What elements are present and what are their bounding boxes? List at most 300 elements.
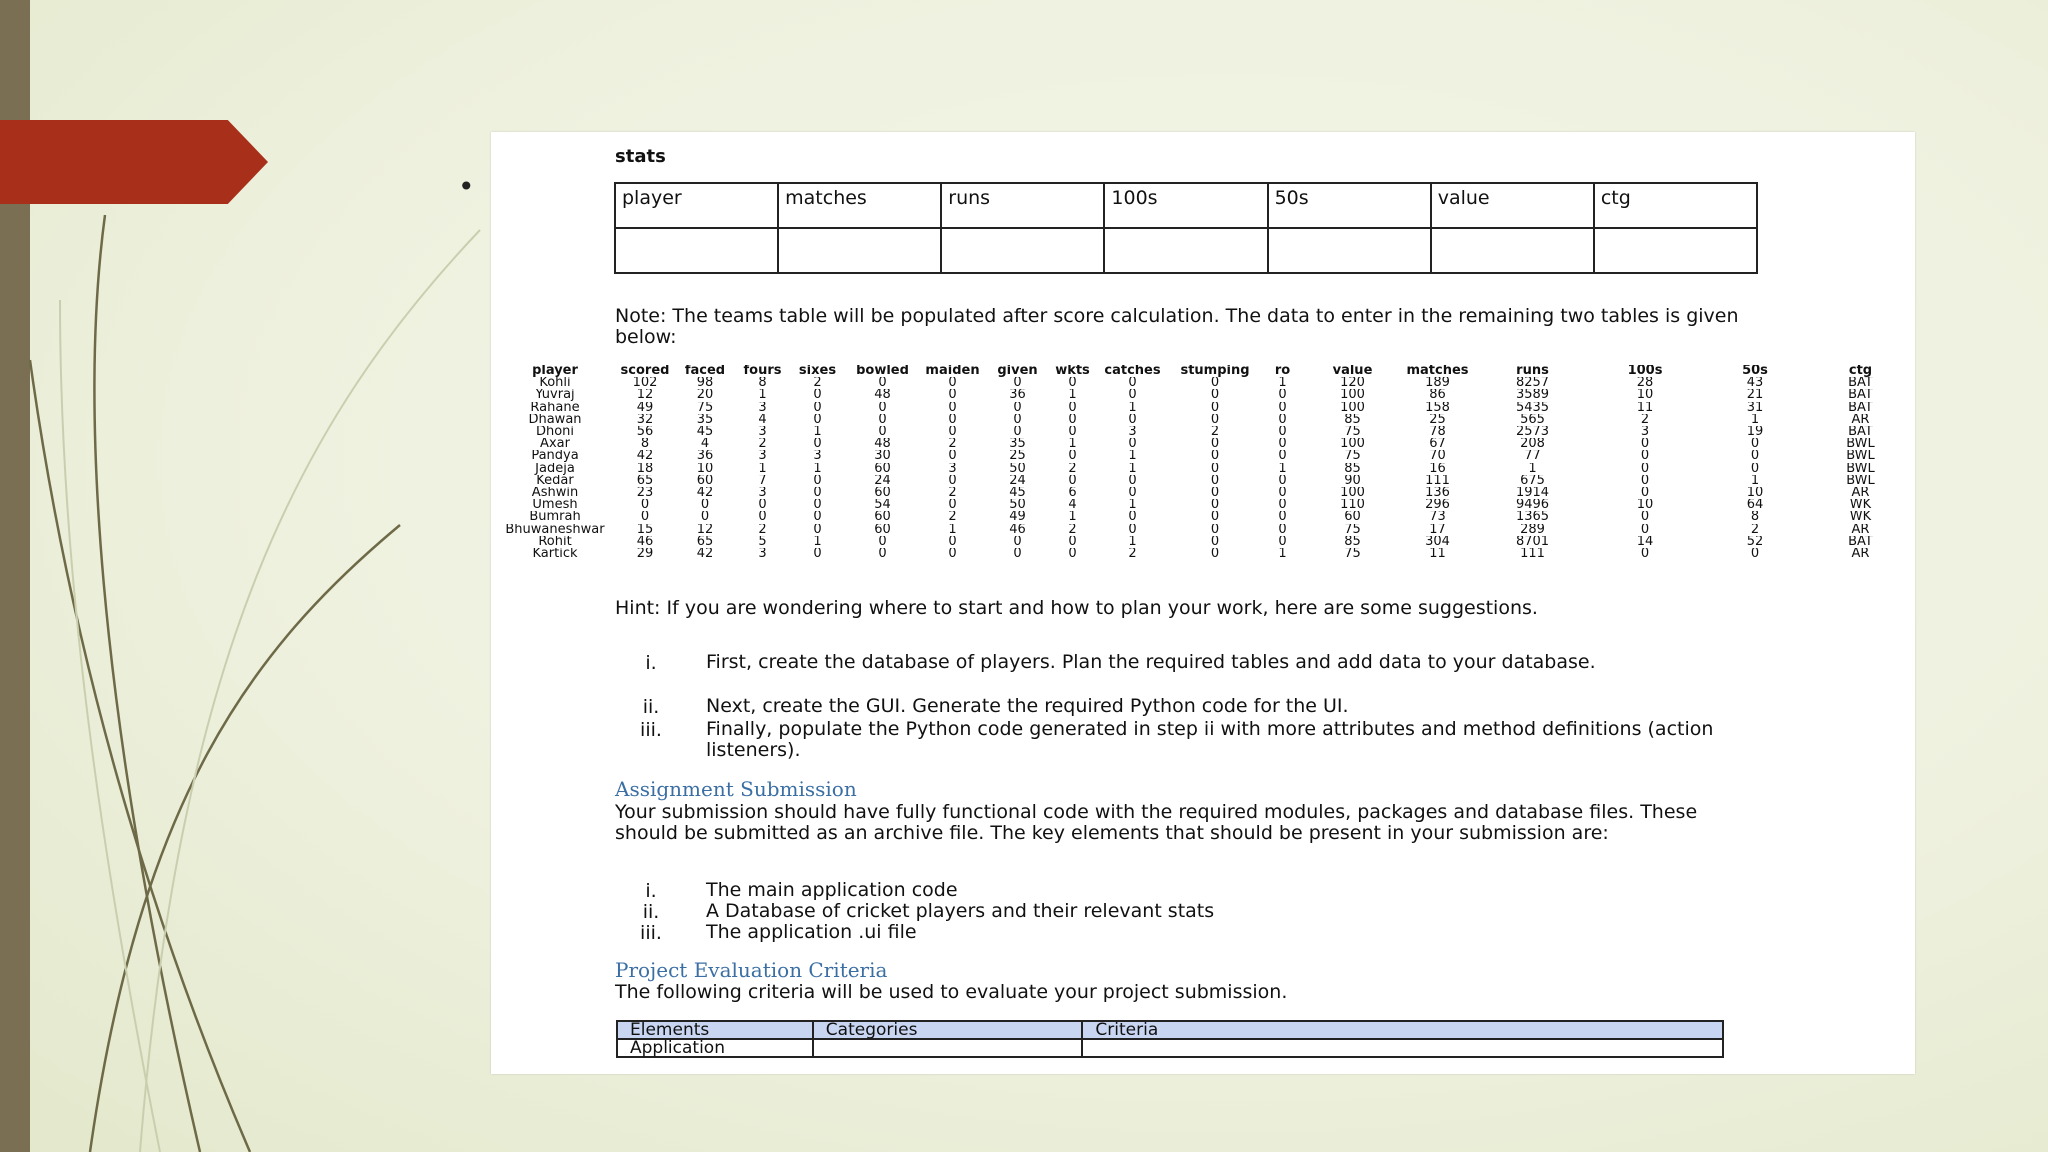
table-cell: 100 bbox=[1340, 401, 1365, 414]
table-cell: Rohit bbox=[538, 535, 572, 549]
table-cell: 45 bbox=[696, 426, 714, 439]
table-cell: 12 bbox=[696, 523, 714, 536]
table-cell: 1 bbox=[1128, 499, 1137, 512]
table-cell: 15 bbox=[636, 523, 654, 536]
table-cell: 3 bbox=[758, 548, 767, 561]
table-cell: AR bbox=[1851, 413, 1870, 427]
stats-header-cell: value bbox=[1431, 183, 1594, 228]
table-cell: 0 bbox=[758, 511, 767, 524]
table-cell: 60 bbox=[874, 511, 891, 524]
table-cell: 0 bbox=[1278, 474, 1287, 488]
table-cell: 0 bbox=[1278, 523, 1287, 536]
table-cell: 0 bbox=[700, 511, 710, 524]
table-cell: 0 bbox=[1750, 548, 1760, 561]
table-cell: 8257 bbox=[1515, 377, 1550, 390]
table-cell: 8701 bbox=[1515, 535, 1550, 549]
table-cell: 0 bbox=[1013, 426, 1022, 439]
submission-item-number: iii. bbox=[640, 922, 662, 944]
table-cell: 1 bbox=[758, 389, 767, 402]
table-cell: 208 bbox=[1520, 438, 1545, 451]
stats-empty-cell bbox=[1431, 228, 1594, 273]
table-cell: 0 bbox=[1128, 511, 1137, 524]
table-cell: 60 bbox=[696, 474, 714, 488]
table-cell: 73 bbox=[1429, 511, 1446, 524]
table-cell: 10 bbox=[696, 462, 714, 475]
data-table-header: player bbox=[532, 365, 578, 378]
table-row bbox=[495, 475, 1911, 487]
criteria-header-cell: Categories bbox=[813, 1021, 1083, 1039]
table-cell: 0 bbox=[1128, 377, 1137, 390]
stats-header-cell: runs bbox=[941, 183, 1104, 228]
table-cell: 296 bbox=[1425, 499, 1450, 512]
table-cell: 42 bbox=[696, 487, 714, 500]
table-cell: 4 bbox=[758, 413, 767, 427]
table-cell: 0 bbox=[878, 401, 887, 414]
table-cell: Bhuwaneshwar bbox=[505, 523, 605, 536]
table-cell: 0 bbox=[758, 499, 767, 512]
data-table-header: value bbox=[1332, 365, 1373, 378]
table-row bbox=[495, 487, 1911, 499]
table-cell: BAT bbox=[1848, 426, 1873, 439]
table-cell: 1 bbox=[1128, 462, 1137, 475]
table-cell: 0 bbox=[1278, 487, 1287, 500]
table-cell: 0 bbox=[640, 499, 650, 512]
table-cell: Rahane bbox=[530, 401, 580, 414]
hint-item-number: ii. bbox=[642, 696, 660, 718]
table-cell: 189 bbox=[1425, 377, 1450, 390]
table-cell: Kohli bbox=[539, 377, 571, 390]
table-cell: 0 bbox=[813, 438, 822, 451]
criteria-text: The following criteria will be used to evaluate your project submission. bbox=[615, 981, 1288, 1003]
table-cell: 64 bbox=[1746, 499, 1764, 512]
table-cell: 31 bbox=[1746, 401, 1764, 414]
table-cell: 0 bbox=[1013, 377, 1022, 390]
table-cell: 0 bbox=[1068, 535, 1077, 549]
table-cell: 1 bbox=[813, 426, 822, 439]
table-cell: WK bbox=[1849, 499, 1872, 512]
table-cell: 3 bbox=[758, 426, 767, 439]
data-table-header: wkts bbox=[1055, 365, 1090, 378]
stats-header-cell: 100s bbox=[1104, 183, 1267, 228]
table-cell: Umesh bbox=[532, 499, 578, 512]
table-cell: 49 bbox=[636, 401, 654, 414]
table-cell: 3 bbox=[948, 462, 957, 475]
table-cell: 3 bbox=[758, 401, 767, 414]
table-cell: AR bbox=[1851, 487, 1870, 500]
table-cell: 3 bbox=[1640, 426, 1650, 439]
table-cell: 46 bbox=[636, 535, 654, 549]
table-cell: 5435 bbox=[1515, 401, 1550, 414]
data-table-header: runs bbox=[1516, 365, 1549, 378]
table-cell: 158 bbox=[1425, 401, 1450, 414]
table-cell: 0 bbox=[948, 413, 957, 427]
data-table-header: faced bbox=[684, 365, 726, 378]
table-cell: WK bbox=[1849, 511, 1872, 524]
table-cell: Yuvraj bbox=[535, 389, 575, 402]
table-cell: 0 bbox=[1278, 499, 1287, 512]
stats-empty-cell bbox=[1104, 228, 1267, 273]
table-cell: 1 bbox=[1278, 377, 1287, 390]
stats-header-cell: player bbox=[615, 183, 778, 228]
table-cell: 3 bbox=[758, 450, 767, 463]
table-cell: 86 bbox=[1429, 389, 1446, 402]
table-cell: 1 bbox=[1068, 511, 1077, 524]
table-cell: BAT bbox=[1848, 535, 1873, 549]
data-table-header: scored bbox=[620, 365, 670, 378]
stats-header-cell: ctg bbox=[1594, 183, 1757, 228]
table-cell: 1 bbox=[1278, 548, 1287, 561]
table-cell: 3 bbox=[1128, 426, 1137, 439]
table-cell: 36 bbox=[1009, 389, 1026, 402]
table-cell: 21 bbox=[1746, 389, 1764, 402]
table-cell: 0 bbox=[1278, 535, 1287, 549]
table-cell: 1 bbox=[1128, 450, 1137, 463]
criteria-header-cell: Elements bbox=[617, 1021, 813, 1039]
table-cell: 2573 bbox=[1515, 426, 1550, 439]
stats-empty-cell bbox=[778, 228, 941, 273]
table-cell: 0 bbox=[1210, 499, 1220, 512]
table-cell: 6 bbox=[1068, 487, 1077, 500]
criteria-cell bbox=[1082, 1039, 1723, 1057]
table-cell: 75 bbox=[1344, 450, 1361, 463]
table-cell: 77 bbox=[1524, 450, 1541, 463]
table-cell: 0 bbox=[813, 548, 822, 561]
table-cell: 2 bbox=[813, 377, 822, 390]
data-table-header: bowled bbox=[856, 365, 909, 378]
table-cell: 5 bbox=[758, 535, 767, 549]
data-table-header: maiden bbox=[925, 365, 980, 378]
table-cell: 0 bbox=[813, 474, 822, 488]
table-cell: 29 bbox=[636, 548, 654, 561]
table-cell: 43 bbox=[1746, 377, 1764, 390]
table-cell: 0 bbox=[1128, 474, 1137, 488]
table-row bbox=[495, 548, 1911, 560]
table-cell: 0 bbox=[948, 377, 957, 390]
table-cell: 54 bbox=[874, 499, 891, 512]
table-cell: 56 bbox=[636, 426, 654, 439]
table-cell: 565 bbox=[1520, 413, 1545, 427]
table-cell: 0 bbox=[1278, 450, 1287, 463]
table-cell: 42 bbox=[636, 450, 654, 463]
hint-text: Hint: If you are wondering where to start and how to plan your work, here are some suggestions. bbox=[615, 597, 1538, 619]
table-cell: 35 bbox=[696, 413, 714, 427]
table-cell: 0 bbox=[878, 377, 887, 390]
table-cell: 0 bbox=[1013, 401, 1022, 414]
table-cell: 65 bbox=[696, 535, 714, 549]
table-cell: 0 bbox=[1640, 548, 1650, 561]
table-cell: 0 bbox=[1068, 548, 1077, 561]
table-cell: 0 bbox=[813, 413, 822, 427]
table-cell: 0 bbox=[948, 474, 957, 488]
hint-item: Next, create the GUI. Generate the required Python code for the UI. bbox=[706, 695, 1349, 717]
table-cell: 60 bbox=[874, 462, 891, 475]
table-cell: 1914 bbox=[1515, 487, 1550, 500]
table-cell: 1 bbox=[1278, 462, 1287, 475]
stats-empty-cell bbox=[941, 228, 1104, 273]
table-row bbox=[495, 511, 1911, 523]
table-cell: 289 bbox=[1520, 523, 1545, 536]
table-cell: 0 bbox=[1068, 401, 1077, 414]
stats-title: stats bbox=[615, 146, 666, 167]
table-cell: 52 bbox=[1746, 535, 1764, 549]
table-cell: 120 bbox=[1340, 377, 1365, 390]
table-cell: 675 bbox=[1520, 474, 1545, 488]
table-cell: 136 bbox=[1425, 487, 1450, 500]
table-cell: 75 bbox=[1344, 548, 1361, 561]
table-cell: 35 bbox=[1009, 438, 1026, 451]
table-cell: 7 bbox=[758, 474, 767, 488]
table-cell: 0 bbox=[948, 401, 957, 414]
table-cell: 0 bbox=[878, 426, 887, 439]
table-cell: 1365 bbox=[1515, 511, 1550, 524]
table-cell: 0 bbox=[1210, 401, 1220, 414]
table-cell: 25 bbox=[1429, 413, 1446, 427]
table-cell: Pandya bbox=[531, 450, 579, 463]
table-cell: 0 bbox=[1128, 523, 1137, 536]
table-row bbox=[495, 536, 1911, 548]
table-cell: 10 bbox=[1636, 499, 1654, 512]
stats-header-cell: 50s bbox=[1268, 183, 1431, 228]
table-cell: 98 bbox=[696, 377, 714, 390]
table-cell: 85 bbox=[1344, 535, 1361, 549]
table-cell: 0 bbox=[1210, 462, 1220, 475]
table-cell: 42 bbox=[696, 548, 714, 561]
hint-item: Finally, populate the Python code generated in step ii with more attributes and method definitions (action listeners). bbox=[706, 718, 1714, 761]
table-cell: 0 bbox=[1128, 487, 1137, 500]
table-cell: 0 bbox=[1068, 377, 1077, 390]
table-cell: 1 bbox=[813, 462, 822, 475]
stats-empty-cell bbox=[615, 228, 778, 273]
table-cell: 30 bbox=[874, 450, 891, 463]
table-cell: 90 bbox=[1344, 474, 1361, 488]
table-cell: 0 bbox=[813, 523, 822, 536]
table-cell: Dhawan bbox=[528, 413, 582, 427]
stats-header-cell: matches bbox=[778, 183, 941, 228]
hint-item-number: i. bbox=[645, 652, 657, 674]
table-cell: 0 bbox=[640, 511, 650, 524]
table-cell: 2 bbox=[948, 487, 957, 500]
table-cell: 1 bbox=[1750, 474, 1760, 488]
table-cell: 0 bbox=[1640, 438, 1650, 451]
stats-empty-cell bbox=[1268, 228, 1431, 273]
table-cell: 28 bbox=[1636, 377, 1654, 390]
table-cell: 20 bbox=[696, 389, 714, 402]
table-cell: 0 bbox=[1640, 462, 1650, 475]
table-cell: 0 bbox=[700, 499, 710, 512]
table-cell: 0 bbox=[1750, 450, 1760, 463]
player-data-table bbox=[495, 365, 1911, 560]
stats-table bbox=[614, 182, 1758, 274]
table-cell: 1 bbox=[813, 535, 822, 549]
table-cell: 2 bbox=[1068, 462, 1077, 475]
table-row bbox=[495, 524, 1911, 536]
table-cell: 0 bbox=[948, 450, 957, 463]
table-cell: 0 bbox=[1750, 462, 1760, 475]
table-cell: AR bbox=[1851, 548, 1870, 561]
table-row bbox=[495, 438, 1911, 450]
table-cell: Axar bbox=[540, 438, 570, 451]
table-cell: 0 bbox=[1013, 413, 1022, 427]
table-cell: 1 bbox=[1128, 535, 1137, 549]
table-cell: 0 bbox=[878, 413, 887, 427]
table-cell: 9496 bbox=[1515, 499, 1550, 512]
data-table-header: sixes bbox=[798, 365, 837, 378]
table-cell: 0 bbox=[1210, 389, 1220, 402]
table-cell: Ashwin bbox=[531, 487, 579, 500]
data-table-header: ro bbox=[1274, 365, 1291, 378]
table-cell: 0 bbox=[948, 389, 957, 402]
table-cell: 100 bbox=[1340, 389, 1365, 402]
table-cell: 50 bbox=[1009, 499, 1026, 512]
submission-item: A Database of cricket players and their relevant stats bbox=[706, 900, 1215, 922]
table-cell: 0 bbox=[1210, 474, 1220, 488]
data-table-header: catches bbox=[1104, 365, 1161, 378]
table-cell: 0 bbox=[1210, 523, 1220, 536]
table-cell: 11 bbox=[1636, 401, 1654, 414]
table-cell: 65 bbox=[636, 474, 654, 488]
table-cell: 110 bbox=[1340, 499, 1365, 512]
table-cell: 24 bbox=[1009, 474, 1026, 488]
table-cell: 0 bbox=[878, 548, 887, 561]
table-cell: 2 bbox=[1210, 426, 1220, 439]
table-row bbox=[495, 402, 1911, 414]
table-cell: 75 bbox=[1344, 426, 1361, 439]
table-cell: 3589 bbox=[1515, 389, 1550, 402]
table-cell: 0 bbox=[1278, 511, 1287, 524]
table-cell: 0 bbox=[1278, 413, 1287, 427]
table-cell: 0 bbox=[1068, 413, 1077, 427]
table-cell: 48 bbox=[874, 438, 891, 451]
table-cell: Jadeja bbox=[535, 462, 575, 475]
table-cell: 70 bbox=[1429, 450, 1446, 463]
table-cell: 100 bbox=[1340, 438, 1365, 451]
table-cell: 1 bbox=[758, 462, 767, 475]
table-cell: 75 bbox=[696, 401, 714, 414]
table-cell: 24 bbox=[874, 474, 891, 488]
table-cell: 1 bbox=[1068, 438, 1077, 451]
table-cell: 4 bbox=[1068, 499, 1077, 512]
table-cell: 0 bbox=[1640, 511, 1650, 524]
table-cell: 2 bbox=[948, 511, 957, 524]
criteria-cell: Application bbox=[617, 1039, 813, 1057]
submission-item: The application .ui file bbox=[706, 921, 917, 943]
table-cell: 0 bbox=[1013, 535, 1022, 549]
table-cell: 17 bbox=[1429, 523, 1446, 536]
hint-item-number: iii. bbox=[640, 719, 662, 741]
table-cell: 0 bbox=[813, 389, 822, 402]
submission-text: Your submission should have fully functional code with the required modules, packages and database files. These should be submitted as an archive file. The key elements that should be present in your submission are: bbox=[615, 801, 1698, 844]
table-cell: 67 bbox=[1429, 438, 1446, 451]
table-cell: 36 bbox=[696, 450, 714, 463]
table-cell: 49 bbox=[1009, 511, 1026, 524]
data-table-header: ctg bbox=[1848, 365, 1873, 378]
table-cell: 2 bbox=[1068, 523, 1077, 536]
table-cell: 0 bbox=[1128, 413, 1137, 427]
table-cell: 8 bbox=[640, 438, 650, 451]
table-cell: 10 bbox=[1746, 487, 1764, 500]
table-cell: BAT bbox=[1848, 389, 1873, 402]
table-cell: 0 bbox=[1210, 548, 1220, 561]
criteria-header-cell: Criteria bbox=[1082, 1021, 1723, 1039]
data-table-header: stumping bbox=[1180, 365, 1250, 378]
table-cell: BWL bbox=[1846, 474, 1875, 488]
table-cell: 23 bbox=[636, 487, 654, 500]
submission-item-number: i. bbox=[645, 880, 657, 902]
table-cell: 0 bbox=[1640, 523, 1650, 536]
table-row bbox=[495, 499, 1911, 511]
table-cell: 0 bbox=[813, 401, 822, 414]
table-row bbox=[495, 463, 1911, 475]
table-row bbox=[495, 377, 1911, 389]
table-cell: 32 bbox=[636, 413, 654, 427]
table-cell: 0 bbox=[948, 548, 957, 561]
table-cell: 0 bbox=[813, 487, 822, 500]
table-cell: 0 bbox=[1210, 438, 1220, 451]
table-cell: 2 bbox=[948, 438, 957, 451]
table-cell: 111 bbox=[1425, 474, 1450, 488]
data-table-header: fours bbox=[743, 365, 782, 378]
table-cell: 0 bbox=[1278, 426, 1287, 439]
table-row bbox=[495, 414, 1911, 426]
submission-item: The main application code bbox=[706, 879, 958, 901]
table-cell: BAT bbox=[1848, 401, 1873, 414]
table-cell: 0 bbox=[1278, 401, 1287, 414]
table-cell: 0 bbox=[878, 535, 887, 549]
table-cell: 0 bbox=[948, 499, 957, 512]
evaluation-criteria-heading: Project Evaluation Criteria bbox=[615, 958, 888, 982]
table-cell: 2 bbox=[758, 523, 767, 536]
table-cell: 2 bbox=[1128, 548, 1137, 561]
table-cell: 85 bbox=[1344, 462, 1361, 475]
table-cell: 45 bbox=[1009, 487, 1026, 500]
table-cell: 304 bbox=[1425, 535, 1450, 549]
table-cell: 0 bbox=[1128, 389, 1137, 402]
assignment-submission-heading: Assignment Submission bbox=[615, 777, 857, 801]
criteria-table bbox=[616, 1020, 1724, 1058]
table-cell: 12 bbox=[636, 389, 654, 402]
table-cell: 16 bbox=[1429, 462, 1446, 475]
slide-bullet: • bbox=[458, 170, 475, 203]
table-cell: 0 bbox=[1210, 511, 1220, 524]
table-cell: 10 bbox=[1636, 389, 1654, 402]
table-cell: 0 bbox=[1210, 487, 1220, 500]
table-cell: BAT bbox=[1848, 377, 1873, 390]
table-row bbox=[495, 389, 1911, 401]
table-cell: 46 bbox=[1009, 523, 1026, 536]
table-cell: 18 bbox=[636, 462, 654, 475]
table-cell: 8 bbox=[1750, 511, 1760, 524]
table-cell: 8 bbox=[758, 377, 767, 390]
table-cell: 0 bbox=[1750, 438, 1760, 451]
slide-red-tab bbox=[0, 120, 268, 204]
stats-empty-cell bbox=[1594, 228, 1757, 273]
data-table-header: given bbox=[997, 365, 1038, 378]
table-cell: 0 bbox=[1278, 389, 1287, 402]
table-cell: BWL bbox=[1846, 438, 1875, 451]
table-cell: 0 bbox=[1013, 548, 1022, 561]
table-row bbox=[495, 450, 1911, 462]
table-cell: 0 bbox=[1640, 487, 1650, 500]
table-cell: BWL bbox=[1846, 462, 1875, 475]
table-cell: 0 bbox=[1068, 450, 1077, 463]
table-cell: 1 bbox=[1068, 389, 1077, 402]
table-cell: 1 bbox=[1128, 401, 1137, 414]
table-cell: AR bbox=[1851, 523, 1870, 536]
table-cell: 0 bbox=[1128, 438, 1137, 451]
table-cell: 4 bbox=[700, 438, 710, 451]
table-cell: 19 bbox=[1746, 426, 1764, 439]
table-cell: 0 bbox=[948, 535, 957, 549]
